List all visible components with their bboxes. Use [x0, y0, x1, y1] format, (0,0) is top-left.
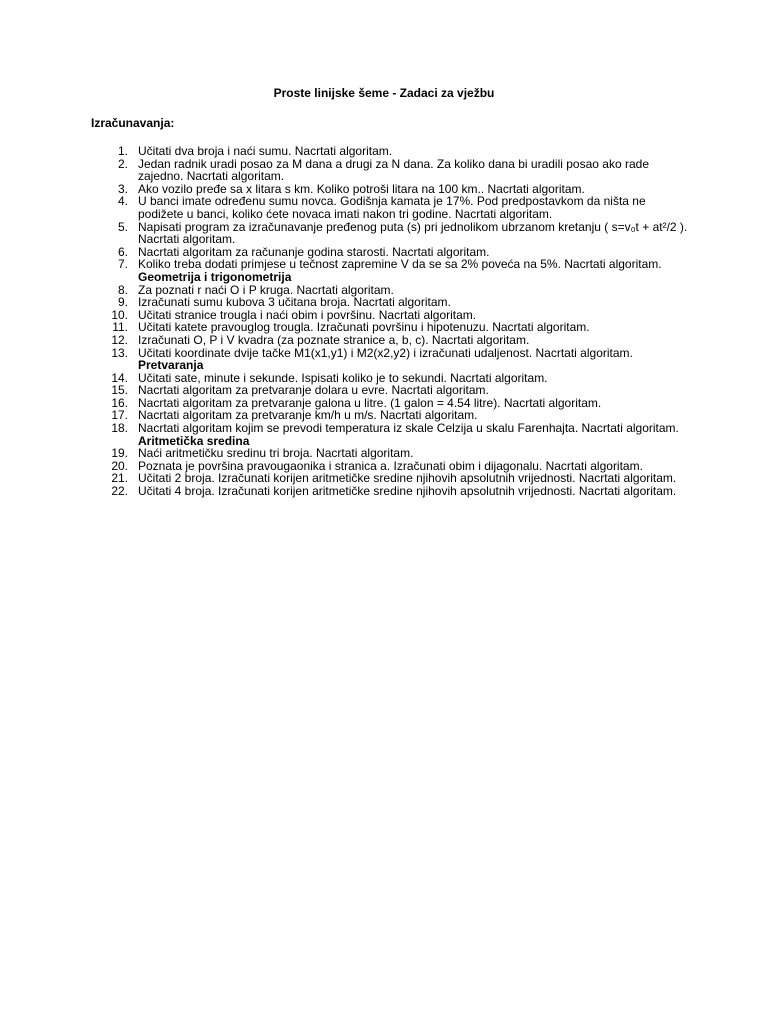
task-text: U banci imate određenu sumu novca. Godišnja kamata je 17%. Pod predpostavkom da ništa ne podižete u banci, koliko ćete novaca imati nakon tri godine. Nacrtati algoritam.	[138, 194, 646, 221]
task-text: Poznata je površina pravougaonika i stranica a. Izračunati obim i dijagonalu. Nacrtati algoritam.	[138, 458, 643, 473]
subheading-text: Pretvaranja	[138, 358, 204, 373]
task-text: Nacrtati algoritam kojim se prevodi temperatura iz skale Celzija u skalu Farenhajta. Nacrtati algoritam.	[138, 421, 679, 436]
task-text: Ako vozilo pređe sa x litara s km. Koliko potroši litara na 100 km.. Nacrtati algoritam.	[138, 181, 585, 196]
task-number: 10.	[111, 307, 128, 322]
task-text: Koliko treba dodati primjese u tečnost zapremine V da se sa 2% poveća na 5%. Nacrtati algoritam.	[138, 257, 662, 272]
task-number: 7.	[117, 257, 128, 272]
task-number: 2.	[117, 156, 128, 171]
task-text: Nacrtati algoritam za pretvaranje galona u litre. (1 galon = 4.54 litre). Nacrtati algoritam.	[138, 395, 602, 410]
task-number: 19.	[111, 446, 128, 461]
task-item	[91, 221, 691, 246]
list-subheading	[91, 271, 691, 284]
list-subheading	[91, 359, 691, 372]
task-item	[91, 422, 691, 435]
task-item	[91, 384, 691, 397]
task-item	[91, 334, 691, 347]
task-text: Učitati sate, minute i sekunde. Ispisati koliko je to sekundi. Nacrtati algoritam.	[138, 370, 548, 385]
task-number: 5.	[117, 219, 128, 234]
task-text: Nacrtati algoritam za pretvaranje km/h u m/s. Nacrtati algoritam.	[138, 408, 478, 423]
task-number: 8.	[117, 282, 128, 297]
task-number: 14.	[111, 370, 128, 385]
task-text: Jedan radnik uradi posao za M dana a drugi za N dana. Za koliko dana bi uradili posao ako rade zajedno. Nacrtati algoritam.	[138, 156, 649, 184]
task-text: Učitati dva broja i naći sumu. Nacrtati algoritam.	[138, 144, 393, 158]
task-item	[91, 145, 691, 158]
task-text: Izračunati O, P i V kvadra (za poznate stranice a, b, c). Nacrtati algoritam.	[138, 332, 530, 347]
task-number: 16.	[111, 395, 128, 410]
task-number: 20.	[111, 458, 128, 473]
subheading-text: Aritmetička sredina	[138, 433, 250, 448]
task-number: 4.	[117, 194, 128, 209]
section-heading: Izračunavanja:	[91, 116, 175, 130]
task-number: 9.	[117, 295, 128, 310]
task-number: 17.	[111, 408, 128, 423]
task-number: 11.	[112, 320, 128, 335]
task-item	[91, 296, 691, 309]
task-number: 6.	[117, 244, 128, 259]
task-number: 21.	[111, 471, 128, 486]
task-number: 18.	[111, 421, 128, 436]
task-text: Učitati 4 broja. Izračunati korijen aritmetičke sredine njihovih apsolutnih vrijednosti. Nacrtati algoritam.	[138, 484, 677, 499]
task-text: Nacrtati algoritam za pretvaranje dolara u evre. Nacrtati algoritam.	[138, 383, 489, 398]
task-text: Učitati koordinate dvije tačke M1(x1,y1) i M2(x2,y2) i izračunati udaljenost. Nacrtati algoritam.	[138, 345, 633, 360]
task-item	[91, 158, 691, 183]
task-item	[91, 195, 691, 220]
task-item	[91, 447, 691, 460]
task-list	[91, 145, 691, 498]
subheading-text: Geometrija i trigonometrija	[138, 269, 292, 284]
task-text: Učitati 2 broja. Izračunati korijen aritmetičke sredine njihovih apsolutnih vrijednosti. Nacrtati algoritam.	[138, 471, 677, 486]
task-number: 22.	[111, 484, 128, 499]
task-number: 3.	[117, 181, 128, 196]
task-text: Nacrtati algoritam za računanje godina starosti. Nacrtati algoritam.	[138, 244, 490, 259]
task-text: Učitati katete pravouglog trougla. Izračunati površinu i hipotenuzu. Nacrtati algoritam.	[138, 320, 590, 335]
task-text: Učitati stranice trougla i naći obim i površinu. Nacrtati algoritam.	[138, 307, 477, 322]
task-text: Napisati program za izračunavanje pređenog puta (s) pri jednolikom ubrzanom kretanju ( s=v₀t + at²/2 ). Nacrtati algoritam.	[138, 219, 688, 247]
document-title: Proste linijske šeme - Zadaci za vježbu	[273, 86, 495, 100]
task-text: Izračunati sumu kubova 3 učitana broja. Nacrtati algoritam.	[138, 295, 451, 310]
task-item	[91, 485, 691, 498]
task-text: Za poznati r naći O i P kruga. Nacrtati algoritam.	[138, 282, 394, 297]
task-number: 1.	[117, 144, 128, 158]
task-number: 13.	[111, 345, 128, 360]
task-number: 15.	[111, 383, 128, 398]
task-text: Naći aritmetičku sredinu tri broja. Nacrtati algoritam.	[138, 446, 414, 461]
task-number: 12.	[111, 332, 128, 347]
